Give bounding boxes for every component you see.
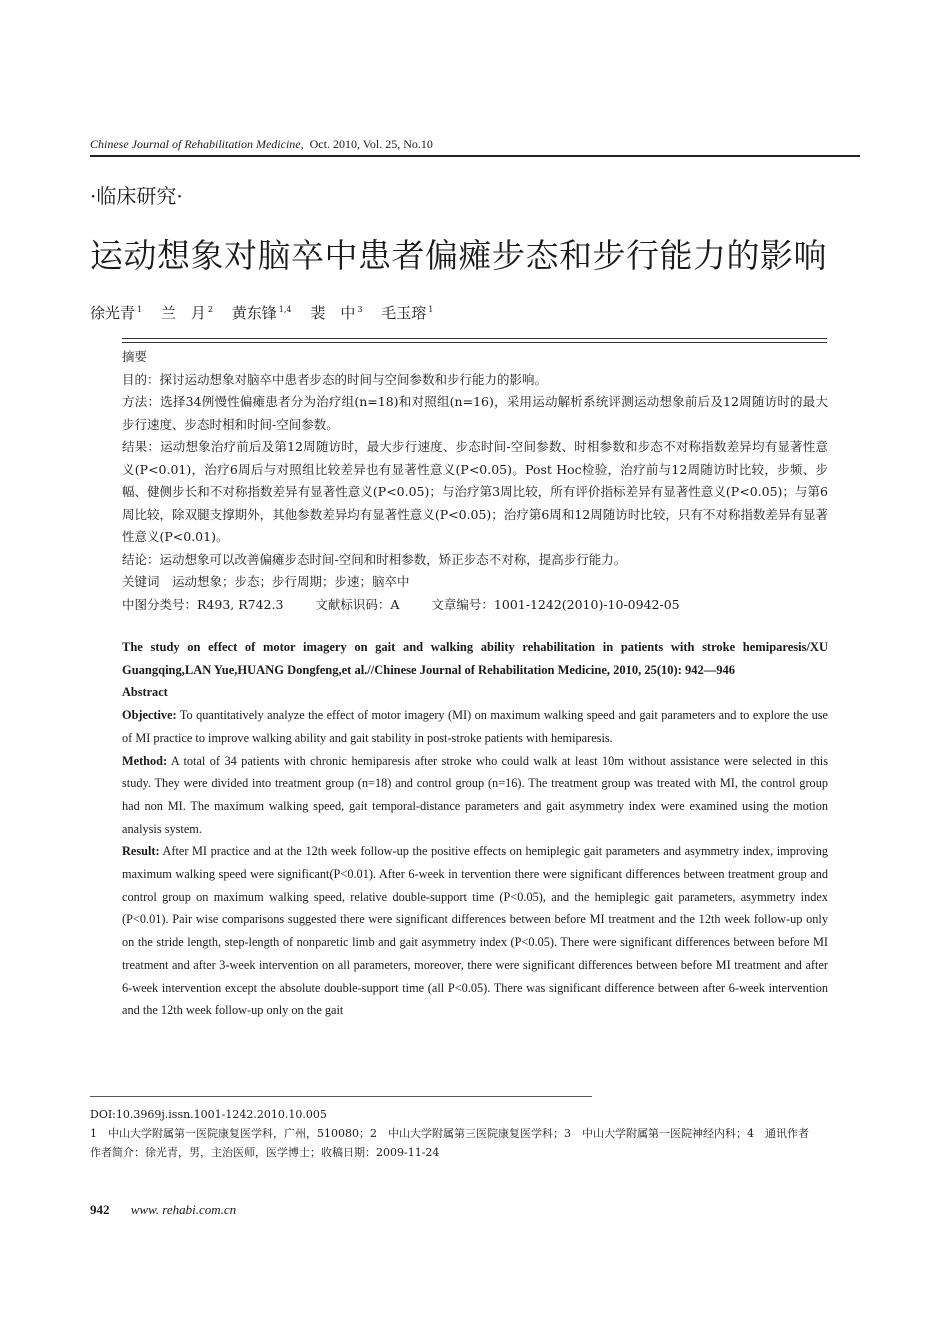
cn-abstract-heading: 摘要 [122,349,148,364]
header-rule [90,155,860,157]
journal-header [90,137,433,152]
page-footer [90,1202,236,1218]
author: 裴 中 $^3$ [310,304,363,322]
author: 黄东锋 $^{1,4}$ [231,304,292,322]
author-info: 作者简介：徐光青，男，主治医师，医学博士；收稿日期：2009-11-24 [90,1146,440,1159]
author: 兰 月 $^2$ [160,304,213,322]
en-method: Method: A total of 34 patients with chronic hemiparesis after stroke who could walk at least 10m without assistance were selected in this study. They were divided into treatment group (n=18) and control group (n=16). The treatment group was treated with MI, the control group had non MI. The maximum walking speed, gait temporal-distance parameters and gait asymmetry index were examined using the motion analysis system. [122,753,829,836]
article-title: 运动想象对脑卒中患者偏瘫步态和步行能力的影响 [90,236,827,275]
footnotes [90,1105,870,1162]
en-objective: Objective: To quantitatively analyze the effect of motor imagery (MI) on maximum walking speed and gait parameters and to explore the use of MI practice to improve walking ability and gait stability in post-stroke patients with hemiparesis. [122,708,828,745]
cn-classification [122,594,828,617]
footnote-rule [90,1096,592,1097]
en-result: Result: After MI practice and at the 12th week follow-up the positive effects on hemiplegic gait parameters and asymmetry index, improving maximum walking speed were significant(P<0.01). After 6-week in tervention there were significant differences between treatment group and control group on maximum walking speed, relative double-support time (P<0.05), and the hemiplegic gait parameters, asymmetry index (P<0.01). Pair wise comparisons suggested there were significant differences between before MI treatment and the 12th week follow-up only on the stride length, step-length of nonparetic limb and gait asymmetry index (P<0.05). There were significant differences between before MI treatment and after 3-week intervention on all parameters, moreover, there were significant differences between before MI treatment and after 6-week intervention except the absolute double-support time (all P<0.05). There was significant difference between after 6-week intervention and the 12th week follow-up only on the gait [122,844,828,1018]
cn-conclusion: 结论：运动想象可以改善偏瘫步态时间-空间和时相参数，矫正步态不对称，提高步行能力。 [122,551,627,567]
cn-objective: 目的：探讨运动想象对脑卒中患者步态的时间与空间参数和步行能力的影响。 [122,371,548,387]
author: 毛玉瑢 $^1$ [381,304,434,322]
journal-name: Chinese Journal of Rehabilitation Medicine, [90,137,304,151]
en-citation: The study on effect of motor imagery on gait and walking ability rehabilitation in patients with stroke hemiparesis/XU Guangqing,LAN Yue,HUANG Dongfeng,et al.//Chinese Journal of Rehabilitation Medicine, 2010, 25(10): 942—946 [122,640,828,677]
abstract-rule-top [122,338,827,339]
section-label: ·临床研究· [90,184,183,208]
page-number: 942 [90,1202,110,1217]
website: www. rehabi.com.cn [130,1202,237,1217]
affiliations: 1 中山大学附属第一医院康复医学科，广州，510080；2 中山大学附属第三医院康复医学科；3 中山大学附属第一医院神经内科；4 通讯作者 [90,1127,809,1140]
author-list [90,302,447,323]
chinese-abstract [122,346,828,616]
en-abstract-heading: Abstract [122,685,168,700]
abstract-rule-bottom [122,342,827,343]
cn-keywords: 关键词 运动想象；步态；步行周期；步速；脑卒中 [122,574,410,589]
author: 徐光青 $^1$ [90,304,143,322]
article-number: 文章编号：1001-1242(2010)-10-0942-05 [431,596,680,612]
cn-result: 结果：运动想象治疗前后及第12周随访时，最大步行速度、步态时间-空间参数、时相参数和步态不对称指数差异均有显著性意义(P<0.01)，治疗6周后与对照组比较差异也有显著性意义(P<0.05)。Post Hoc检验，治疗前与12周随访时比较，步频、步幅、健侧步长和不对称指数差异有显著性意义(P<0.05)；与治疗第3周比较，所有评价指标差异有显著性意义(P<0.05)；与第6周比较，除双腿支撑期外，其他参数差异均有显著性意义(P<0.05)；治疗第6周和12周随访时比较，只有不对称指数差异有显著性意义(P<0.01)。 [122,439,828,544]
english-abstract [122,636,828,1022]
cn-method: 方法：选择34例慢性偏瘫患者分为治疗组(n=18)和对照组(n=16)，采用运动解析系统评测运动想象前后及12周随访时的最大步行速度、步态时相和时间-空间参数。 [122,394,828,432]
clc-number: 中图分类号：R493, R742.3 [122,596,284,612]
document-code: 文献标识码：A [315,596,400,612]
doi: DOI:10.3969j.issn.1001-1242.2010.10.005 [90,1108,327,1121]
journal-issue: Oct. 2010, Vol. 25, No.10 [309,137,433,151]
